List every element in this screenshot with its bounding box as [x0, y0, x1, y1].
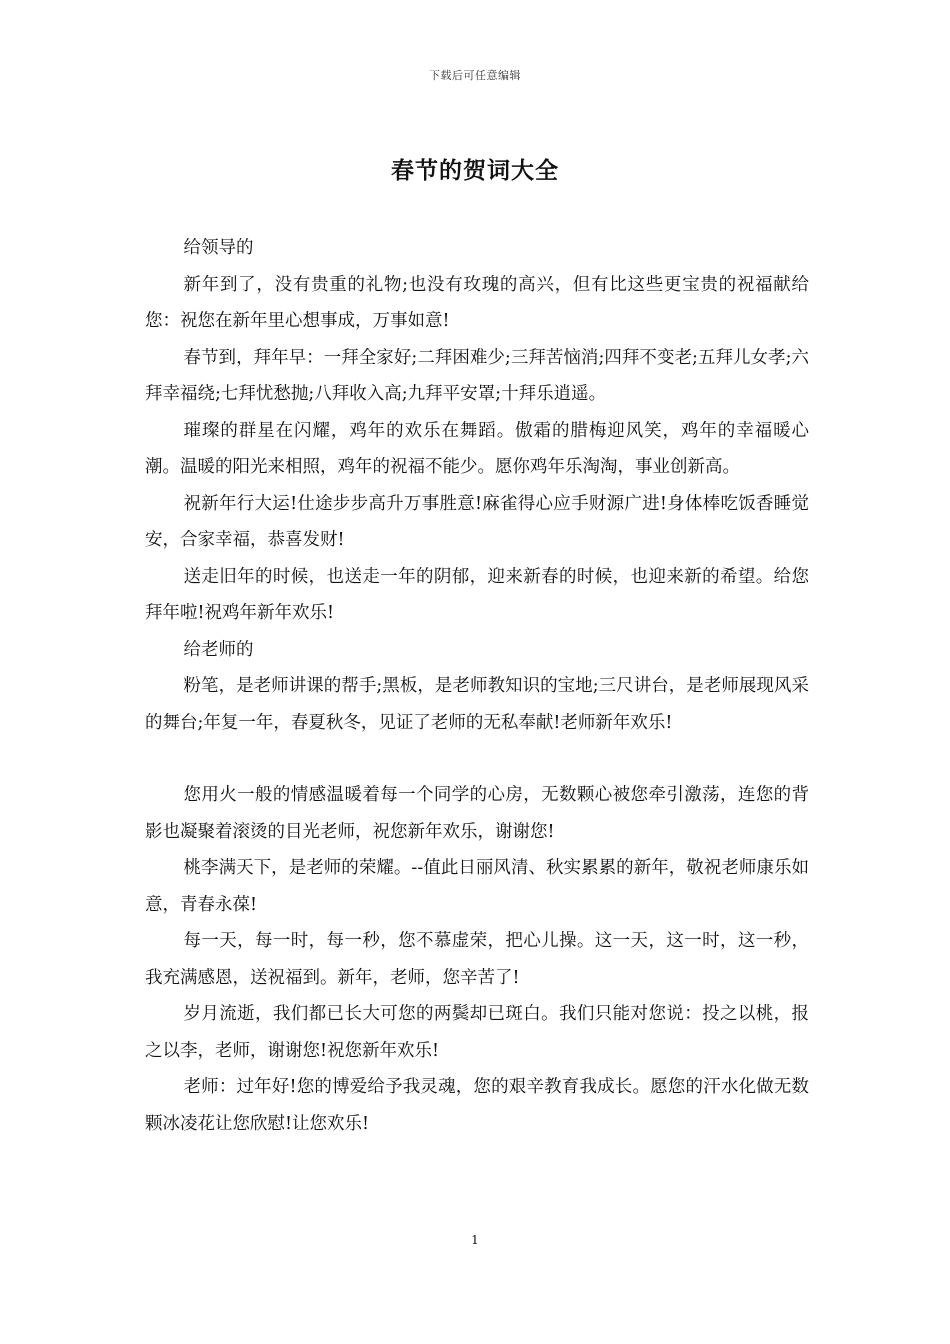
paragraph: 祝新年行大运!仕途步步高升万事胜意!麻雀得心应手财源广进!身体棒吃饭香睡觉安，合家幸福，恭喜发财! — [145, 493, 809, 550]
page-number: 1 — [471, 1233, 479, 1247]
paragraph: 粉笔，是老师讲课的帮手;黑板，是老师教知识的宝地;三尺讲台，是老师展现风采的舞台;年复一年，春夏秋冬，见证了老师的无私奉献!老师新年欢乐! — [145, 676, 809, 733]
section-heading-teachers: 给老师的 — [183, 639, 254, 660]
paragraph: 每一天，每一时，每一秒，您不慕虚荣，把心儿操。这一天，这一时，这一秒，我充满感恩，送祝福到。新年，老师，您辛苦了! — [145, 931, 809, 988]
paragraph: 岁月流逝，我们都已长大可您的两鬓却已斑白。我们只能对您说：投之以桃，报之以李，老师，谢谢您!祝您新年欢乐! — [145, 1004, 809, 1061]
document-title: 春节的贺词大全 — [391, 157, 559, 184]
paragraph: 璀璨的群星在闪耀，鸡年的欢乐在舞蹈。傲霜的腊梅迎风笑，鸡年的幸福暖心潮。温暖的阳光来相照，鸡年的祝福不能少。愿你鸡年乐淘淘，事业创新高。 — [145, 420, 809, 477]
paragraph: 桃李满天下，是老师的荣耀。--值此日丽风清、秋实累累的新年，敬祝老师康乐如意，青春永葆! — [145, 858, 809, 915]
paragraph: 您用火一般的情感温暖着每一个同学的心房，无数颗心被您牵引激荡，连您的背影也凝聚着滚烫的目光老师，祝您新年欢乐，谢谢您! — [145, 785, 809, 842]
section-heading-leaders: 给领导的 — [183, 238, 254, 258]
paragraph: 老师：过年好!您的博爱给予我灵魂，您的艰辛教育我成长。愿您的汗水化做无数颗冰凌花让您欣慰!让您欢乐! — [145, 1077, 809, 1134]
document-body — [145, 230, 809, 1142]
paragraph: 送走旧年的时候，也送走一年的阴郁，迎来新春的时候，也迎来新的希望。给您拜年啦!祝鸡年新年欢乐! — [145, 566, 809, 623]
paragraph-spacer — [145, 741, 809, 777]
header-note: 下载后可任意编辑 — [429, 69, 521, 82]
paragraph: 新年到了，没有贵重的礼物;也没有玫瑰的高兴，但有比这些更宝贵的祝福献给您：祝您在新年里心想事成，万事如意! — [145, 274, 809, 331]
paragraph: 春节到，拜年早：一拜全家好;二拜困难少;三拜苦恼消;四拜不变老;五拜儿女孝;六拜幸福绕;七拜忧愁抛;八拜收入高;九拜平安罩;十拜乐逍遥。 — [145, 347, 809, 404]
